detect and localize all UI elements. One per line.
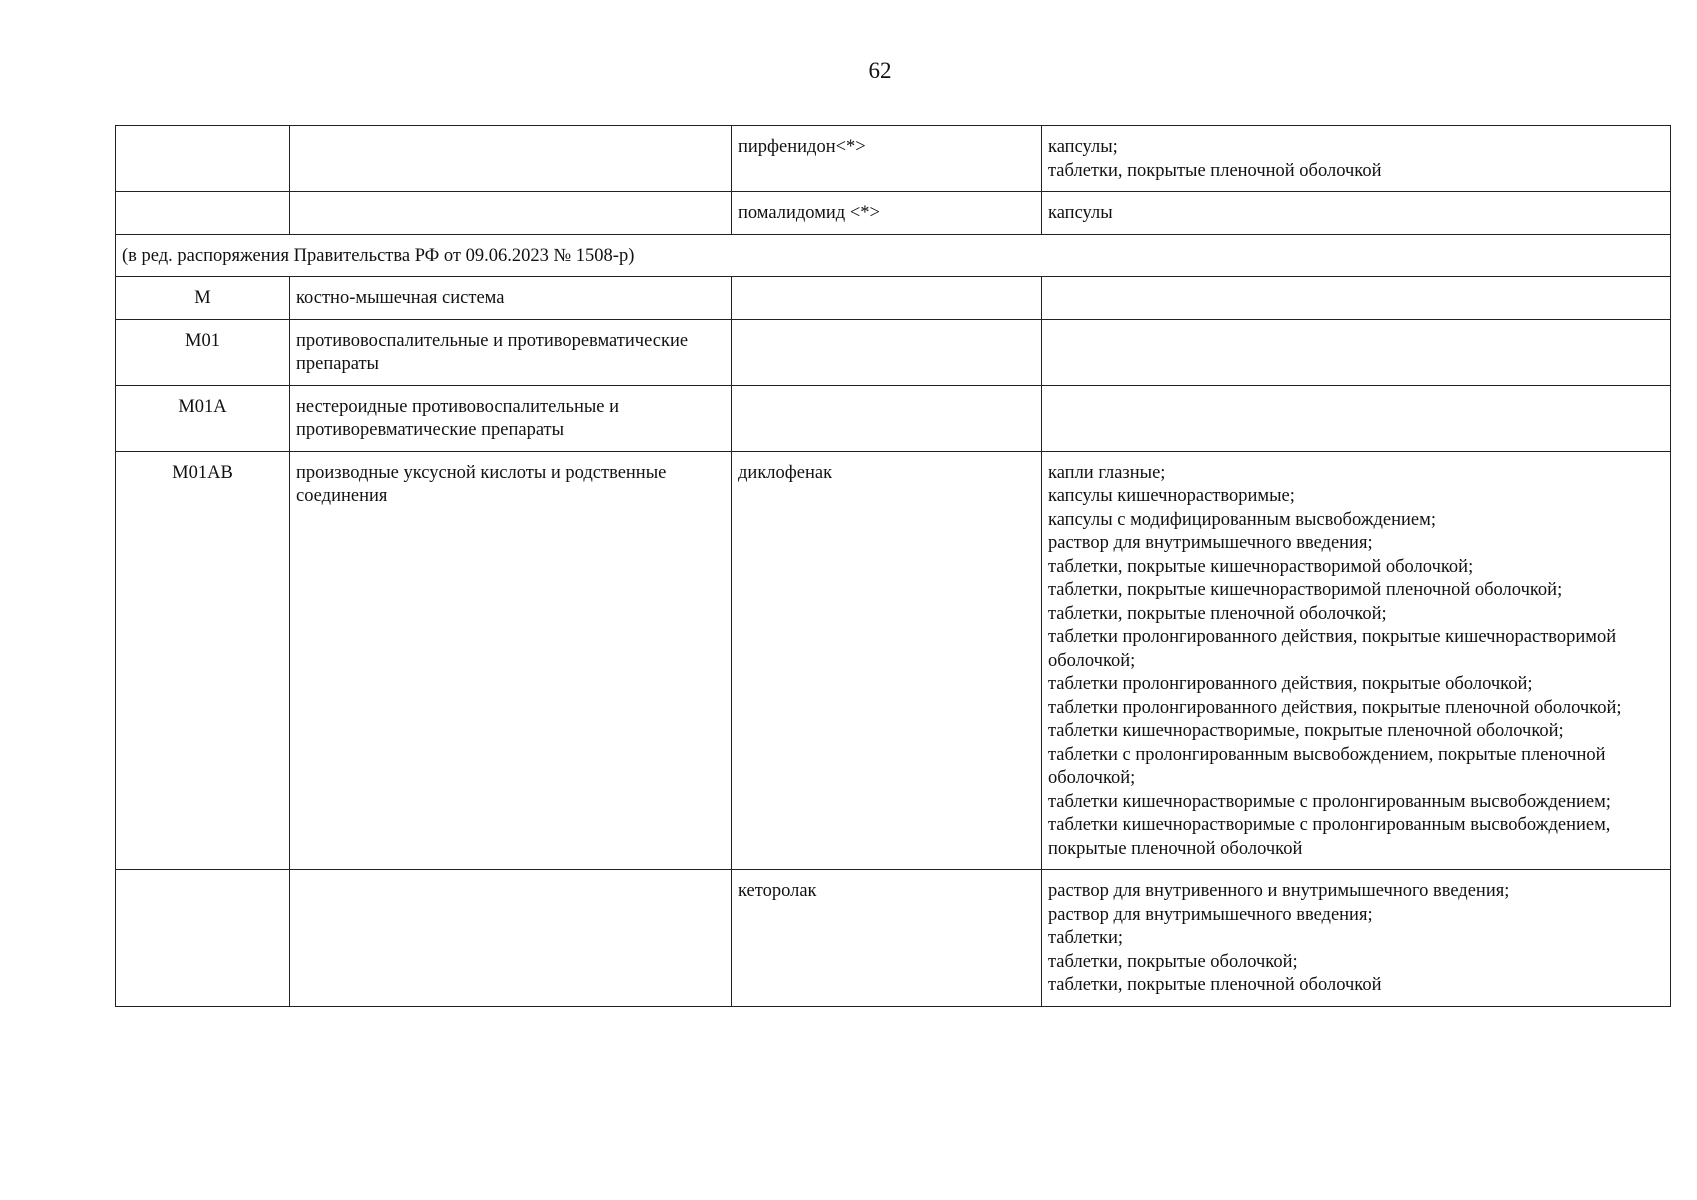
table-row: [116, 126, 1671, 192]
dosage-forms-cell: [1042, 126, 1671, 192]
drug-name-cell: [732, 319, 1042, 385]
table-row: [116, 319, 1671, 385]
atc-code-cell: [116, 126, 290, 192]
dosage-form-item: капсулы с модифицированным высвобождением;: [1048, 509, 1436, 530]
dosage-form-item: таблетки, покрытые оболочкой;: [1048, 951, 1298, 972]
dosage-form-item: раствор для внутримышечного введения;: [1048, 904, 1373, 925]
dosage-form-item: таблетки, покрытые кишечнорастворимой пленочной оболочкой;: [1048, 580, 1563, 600]
table-row: [116, 192, 1671, 235]
drug-name-cell: диклофенак: [732, 451, 1042, 870]
atc-code-cell: M: [116, 277, 290, 320]
anatomical-group-cell: [290, 870, 732, 1007]
drug-name-cell: кеторолак: [732, 870, 1042, 1007]
atc-code-cell: M01AB: [116, 451, 290, 870]
dosage-forms-cell: [1042, 277, 1671, 320]
amendment-note-row: [116, 234, 1671, 277]
dosage-form-item: таблетки пролонгированного действия, покрытые кишечнорастворимой оболочкой;: [1048, 627, 1617, 671]
drug-name-cell: пирфенидон<*>: [732, 126, 1042, 192]
dosage-forms-cell: [1042, 870, 1671, 1007]
anatomical-group-cell: костно-мышечная система: [290, 277, 732, 320]
dosage-form-item: капсулы: [1048, 203, 1113, 223]
atc-code-cell: [116, 870, 290, 1007]
dosage-form-item: таблетки;: [1048, 928, 1124, 948]
table-row: [116, 451, 1671, 870]
table-row: [116, 277, 1671, 320]
dosage-forms-cell: [1042, 319, 1671, 385]
table-row: [116, 870, 1671, 1007]
dosage-form-item: таблетки, покрытые кишечнорастворимой оболочкой;: [1048, 556, 1474, 577]
dosage-form-item: таблетки с пролонгированным высвобождением, покрытые пленочной оболочкой;: [1048, 744, 1606, 788]
dosage-form-item: раствор для внутримышечного введения;: [1048, 533, 1373, 553]
amendment-note: (в ред. распоряжения Правительства РФ от 09.06.2023 № 1508-р): [116, 234, 1671, 277]
atc-code-cell: [116, 192, 290, 235]
drug-name-cell: [732, 385, 1042, 451]
dosage-forms-cell: [1042, 385, 1671, 451]
dosage-form-item: раствор для внутривенного и внутримышечного введения;: [1048, 881, 1510, 901]
dosage-form-item: таблетки кишечнорастворимые с пролонгированным высвобождением, покрытые пленочной оболочкой: [1048, 815, 1611, 859]
medication-table: [115, 125, 1671, 1007]
dosage-forms-cell: [1042, 192, 1671, 235]
anatomical-group-cell: [290, 192, 732, 235]
anatomical-group-cell: производные уксусной кислоты и родственные соединения: [290, 451, 732, 870]
dosage-form-item: таблетки кишечнорастворимые, покрытые пленочной оболочкой;: [1048, 721, 1564, 741]
anatomical-group-cell: [290, 126, 732, 192]
table-body: [116, 126, 1671, 1007]
anatomical-group-cell: нестероидные противовоспалительные и противоревматические препараты: [290, 385, 732, 451]
atc-code-cell: M01: [116, 319, 290, 385]
dosage-form-item: таблетки пролонгированного действия, покрытые пленочной оболочкой;: [1048, 697, 1622, 718]
atc-code-cell: M01A: [116, 385, 290, 451]
dosage-form-item: таблетки, покрытые пленочной оболочкой: [1048, 160, 1382, 181]
dosage-form-item: капсулы кишечнорастворимые;: [1048, 486, 1295, 506]
anatomical-group-cell: противовоспалительные и противоревматические препараты: [290, 319, 732, 385]
dosage-form-item: таблетки, покрытые пленочной оболочкой: [1048, 975, 1382, 995]
drug-name-cell: помалидомид <*>: [732, 192, 1042, 235]
dosage-form-item: таблетки пролонгированного действия, покрытые оболочкой;: [1048, 674, 1533, 694]
dosage-form-item: капсулы;: [1048, 137, 1118, 157]
dosage-form-item: капли глазные;: [1048, 462, 1166, 483]
dosage-forms-cell: [1042, 451, 1671, 870]
table-row: [116, 385, 1671, 451]
dosage-form-item: таблетки кишечнорастворимые с пролонгированным высвобождением;: [1048, 791, 1611, 812]
page-number: 62: [868, 58, 892, 83]
drug-name-cell: [732, 277, 1042, 320]
dosage-form-item: таблетки, покрытые пленочной оболочкой;: [1048, 603, 1387, 624]
